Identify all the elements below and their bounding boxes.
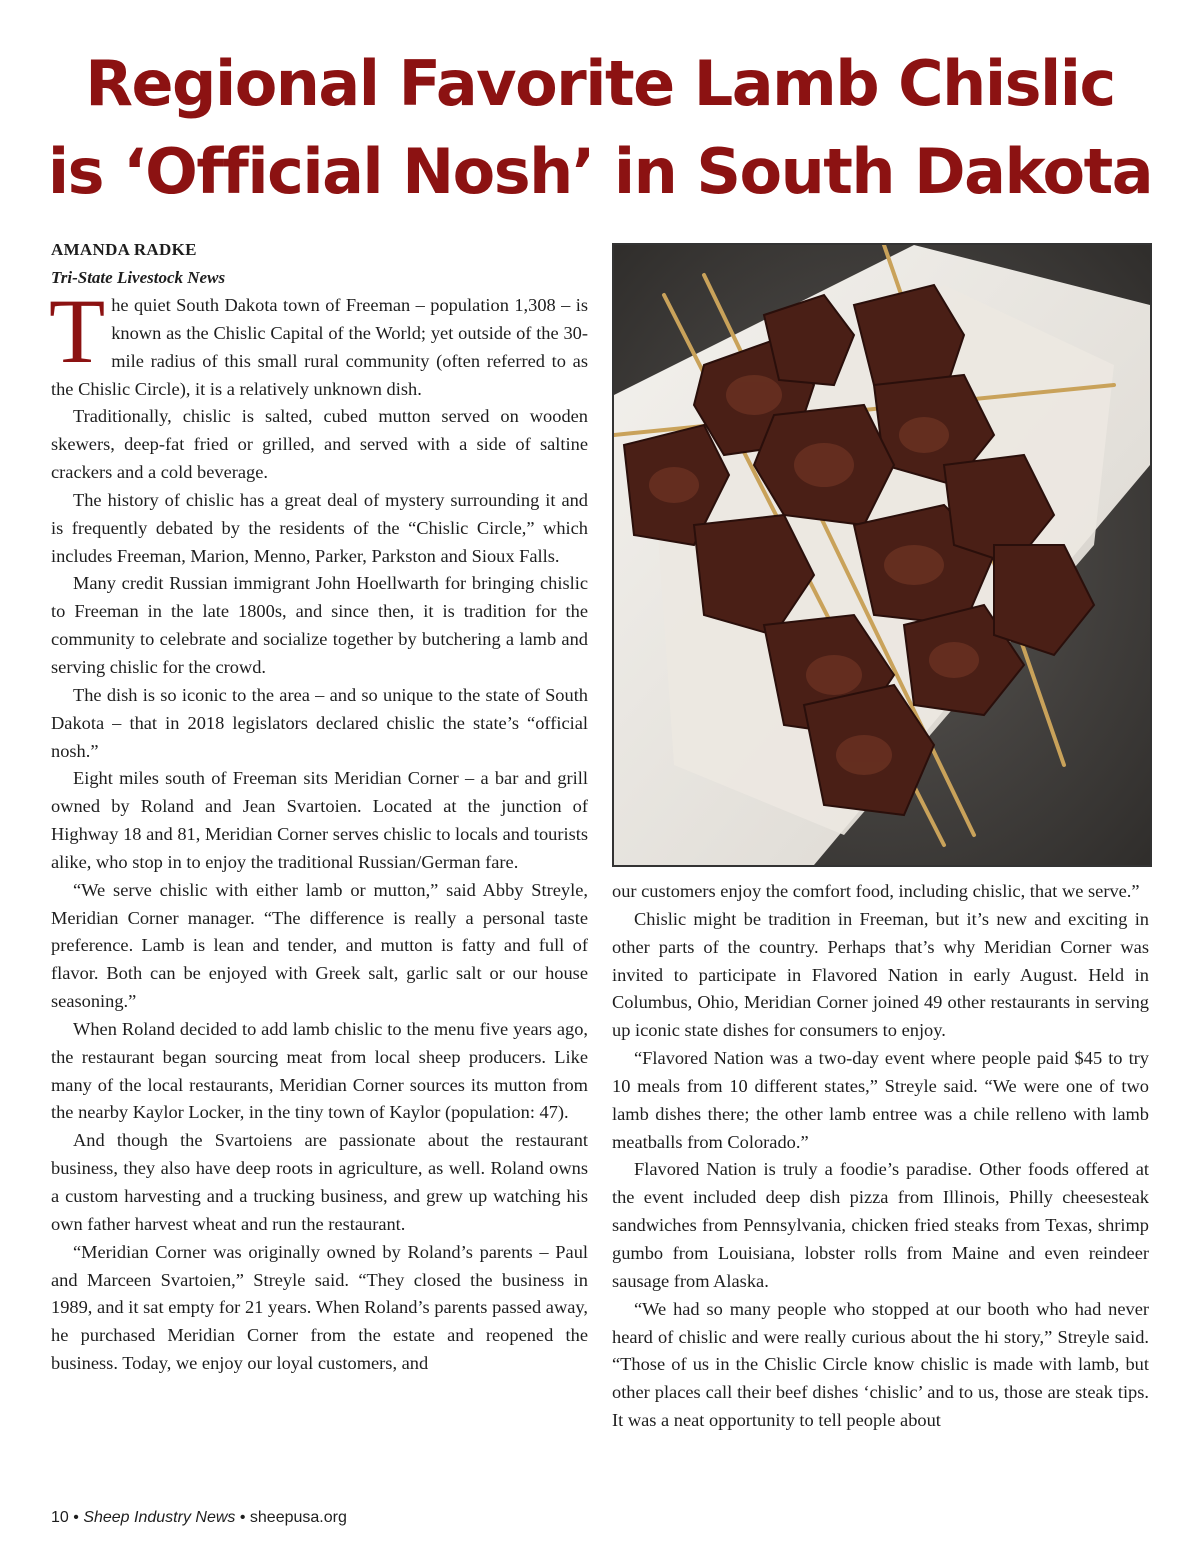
article-paragraph: And though the Svartoiens are passionate about the restaurant business, they also have deep roots in agriculture, as well. Roland owns a custom harvesting and a trucking business, and grew up watching his own father harvest wheat and run the restaurant. [51, 1130, 588, 1234]
article-column-right [612, 878, 1149, 1435]
page-number: 10 [51, 1509, 69, 1526]
article-paragraph: The history of chislic has a great deal of mystery surrounding it and is frequently debated by the residents of the “Chislic Circle,” which includes Freeman, Marion, Menno, Parker, Parkston and Sioux Falls. [51, 489, 588, 566]
source-credit: Tri-State Livestock News [51, 268, 226, 287]
drop-cap: T [49, 280, 106, 382]
headline-line-2: is ‘Official Nosh’ in South Dakota [47, 135, 1153, 208]
article-paragraph: “We serve chislic with either lamb or mutton,” said Abby Streyle, Meridian Corner manager. “The difference is really a personal taste preference. Lamb is lean and tender, and mutton is fatty and full of flavor. Both can be enjoyed with Greek salt, garlic salt or our house seasoning.” [51, 879, 588, 1012]
article-paragraph: Traditionally, chislic is salted, cubed mutton served on wooden skewers, deep-fat fried or grilled, and served with a side of saltine crackers and a cold beverage. [51, 406, 588, 483]
article-paragraph: When Roland decided to add lamb chislic to the menu five years ago, the restaurant began sourcing meat from local sheep producers. Like many of the local restaurants, Meridian Corner sources its mutton from the nearby Kaylor Locker, in the tiny town of Kaylor (population: 47). [51, 1018, 588, 1123]
headline [0, 40, 1200, 216]
website-link[interactable]: sheepusa.org [249, 1509, 347, 1526]
article-paragraph: “Meridian Corner was originally owned by Roland’s parents – Paul and Marceen Svartoien,” Streyle said. “They closed the business in 1989, and it sat empty for 21 years. When Roland’s parents passed away, he purchased Meridian Corner from the estate and reopened the business. Today, we enjoy our loyal customers, and [51, 1241, 588, 1374]
publication-name: Sheep Industry News [83, 1509, 236, 1526]
chislic-skewers-photo [612, 243, 1152, 867]
article-paragraph: Flavored Nation is truly a foodie’s paradise. Other foods offered at the event included deep dish pizza from Illinois, Philly cheesesteak sandwiches from Pennsylvania, chicken fried steaks from Texas, shrimp gumbo from Louisiana, lobster rolls from Maine and even reindeer sausage from Alaska. [612, 1159, 1149, 1291]
author-byline: AMANDA RADKE [51, 240, 197, 259]
page-footer [51, 1509, 347, 1527]
article-paragraph: The quiet South Dakota town of Freeman – population 1,308 – is known as the Chislic Capital of the World; yet outside of the 30-mile radius of this small rural community (often referred to as the Chislic Circle), it is a relatively unknown dish. [49, 280, 588, 399]
article-paragraph: The dish is so iconic to the area – and so unique to the state of South Dakota – that in 2018 legislators declared chislic the state’s “official nosh.” [51, 684, 588, 761]
article-column-left [49, 280, 588, 1378]
article-paragraph: Eight miles south of Freeman sits Meridian Corner – a bar and grill owned by Roland and Jean Svartoien. Located at the junction of Highway 18 and 81, Meridian Corner serves chislic to locals and tourists alike, who stop in to enjoy the traditional Russian/German fare. [51, 768, 588, 872]
article-paragraph: “Flavored Nation was a two-day event where people paid $45 to try 10 meals from 10 different states,” Streyle said. “We were one of two lamb dishes there; the other lamb entree was a chile relleno with lamb meatballs from Colorado.” [612, 1048, 1149, 1152]
article-paragraph: our customers enjoy the comfort food, including chislic, that we serve.” [612, 881, 1140, 901]
photo-illustration [614, 245, 1150, 865]
bullet-separator: • [73, 1509, 79, 1526]
headline-line-1: Regional Favorite Lamb Chislic [85, 47, 1115, 120]
article-paragraph: “We had so many people who stopped at our booth who had never heard of chislic and were really curious about the hi story,” Streyle said. “Those of us in the Chislic Circle know chislic is made with lamb, but other places call their beef dishes ‘chislic’ and to us, those are steak tips. It was a neat opportunity to tell people about [612, 1298, 1149, 1431]
bullet-separator: • [239, 1509, 246, 1526]
article-paragraph: Many credit Russian immigrant John Hoellwarth for bringing chislic to Freeman in the late 1800s, and since then, it is tradition for the community to celebrate and socialize together by butchering a lamb and serving chislic for the crowd. [51, 573, 588, 677]
article-paragraph: Chislic might be tradition in Freeman, but it’s new and exciting in other parts of the country. Perhaps that’s why Meridian Corner was invited to participate in Flavored Nation in early August. Held in Columbus, Ohio, Meridian Corner joined 49 other restaurants in serving up iconic state dishes for consumers to enjoy. [612, 908, 1149, 1041]
